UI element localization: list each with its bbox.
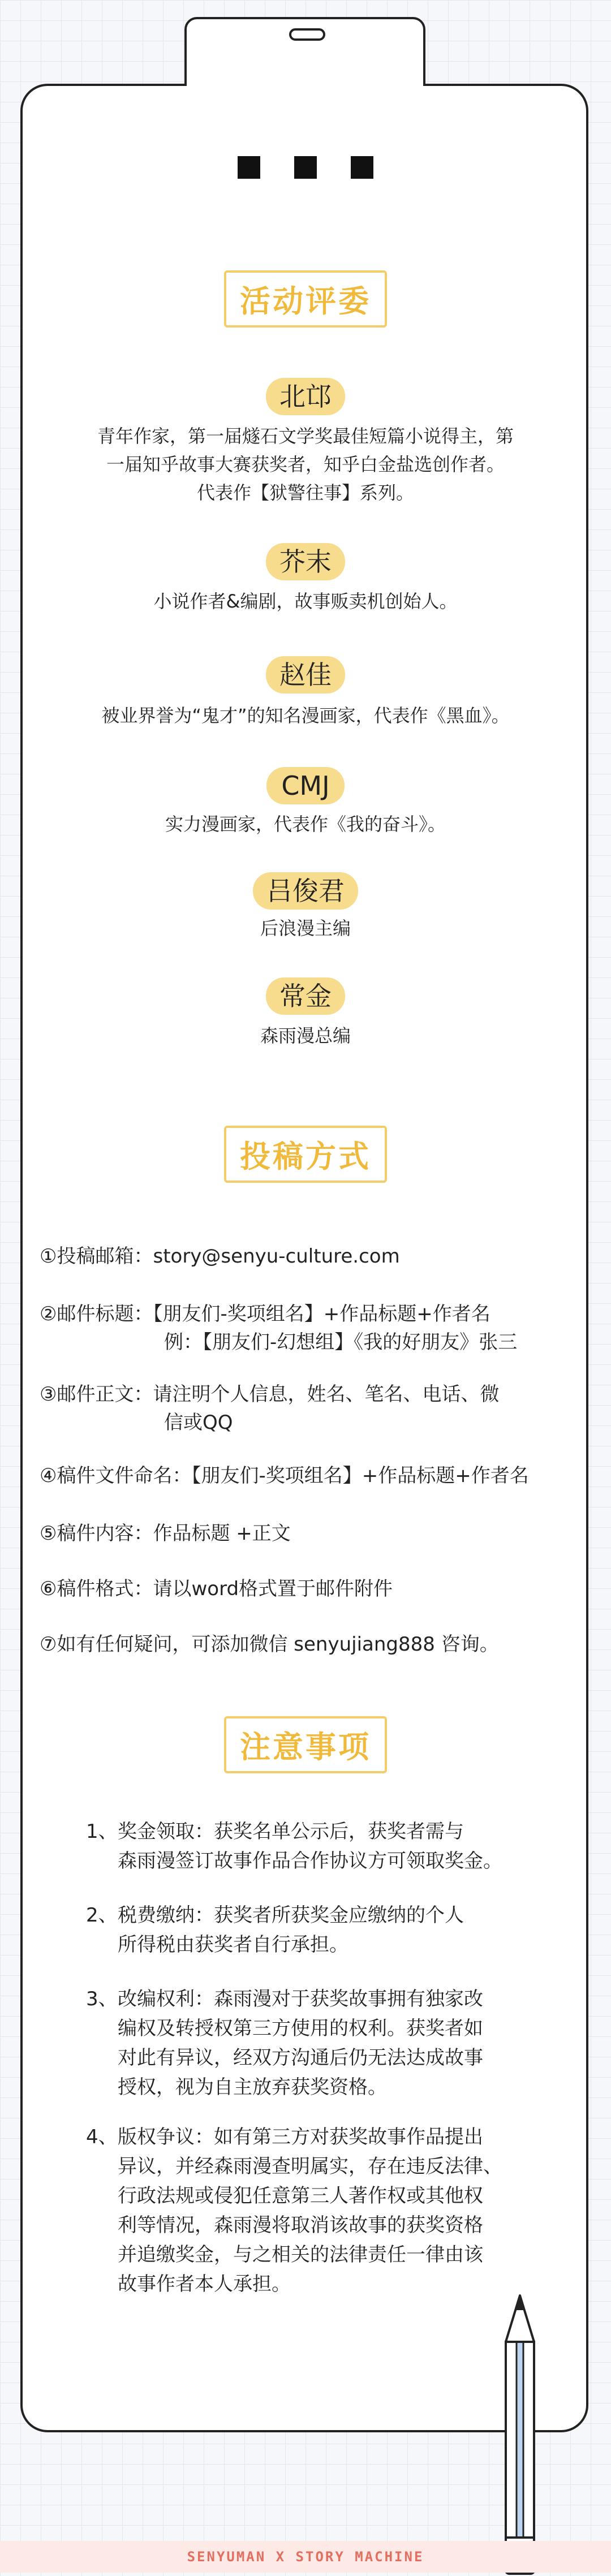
- note-item: 2、 税费缴纳：获奖者所获奖金应缴纳的个人 所得税由获奖者自行承担。: [86, 1904, 464, 1956]
- judge-name: 北邙: [0, 378, 611, 415]
- pencil-icon: [502, 2293, 537, 2576]
- submission-item: ③邮件正文：请注明个人信息，姓名、笔名、电话、微 信或QQ: [40, 1383, 500, 1434]
- note-item: 1、 奖金领取：获奖名单公示后，获奖者需与 森雨漫签订故事作品合作协议方可领取奖金。: [86, 1820, 502, 1872]
- square-icon: [294, 156, 317, 179]
- judge-desc: 森雨漫总编: [260, 1025, 351, 1046]
- note-item: 4、 版权争议：如有第三方对获奖故事作品提出 异议，并经森雨漫查明属实，存在违反法律、 行政法规或侵犯任意第三人著作权或其他权 利等情况，森雨漫将取消该故事的获奖资格 并追缴奖金，与之相关的法律责任一律由该 故事作者本人承担。: [86, 2126, 502, 2295]
- submission-item: ⑥稿件格式：请以word格式置于邮件附件: [40, 1578, 393, 1600]
- judges-section-title: 活动评委: [0, 270, 611, 328]
- square-icon: [238, 156, 260, 179]
- judge-desc: 后浪漫主编: [260, 917, 351, 939]
- footer-bar: [0, 2541, 611, 2573]
- submission-item: ⑤稿件内容：作品标题 +正文: [40, 1522, 291, 1545]
- square-icon: [351, 156, 373, 179]
- email-address: story@senyu-culture.com: [153, 1245, 400, 1268]
- note-item: 3、 改编权利：森雨漫对于获奖故事拥有独家改 编权及转授权第三方使用的权利。获奖者如 对此有异议，经双方沟通后仍无法达成故事 授权，视为自主放弃获奖资格。: [86, 1988, 483, 2099]
- submission-item: ①投稿邮箱：story@senyu-culture.com: [40, 1245, 400, 1268]
- submission-item: ②邮件标题：【朋友们-奖项组名】+作品标题+作者名 例：【朋友们-幻想组】《我的好朋友》张三: [40, 1303, 518, 1354]
- submission-section-title: 投稿方式: [0, 1126, 611, 1183]
- judge-desc: 小说作者&编剧，故事贩卖机创始人。: [153, 591, 458, 612]
- judge-name: 常金: [0, 977, 611, 1015]
- judge-name: CMJ: [0, 767, 611, 804]
- submission-item: ④稿件文件命名：【朋友们-奖项组名】+作品标题+作者名: [40, 1464, 529, 1487]
- decorative-squares: [238, 156, 373, 179]
- judge-name: 吕俊君: [0, 872, 611, 910]
- judge-desc: 实力漫画家，代表作《我的奋斗》。: [165, 813, 446, 835]
- judge-desc: 青年作家，第一届燧石文学奖最佳短篇小说得主，第 一届知乎故事大赛获奖者，知乎白金盐选创作者。 代表作【狱警往事】系列。: [97, 425, 514, 503]
- footer-text: SENYUMAN X STORY MACHINE: [187, 2549, 424, 2565]
- clipboard-slot: [289, 28, 325, 41]
- submission-item: ⑦如有任何疑问，可添加微信 senyujiang888 咨询。: [40, 1633, 499, 1656]
- judge-name: 芥末: [0, 543, 611, 580]
- judge-name: 赵佳: [0, 656, 611, 693]
- judge-desc: 被业界誉为“鬼才”的知名漫画家，代表作《黑血》。: [101, 705, 510, 726]
- notes-section-title: 注意事项: [0, 1716, 611, 1773]
